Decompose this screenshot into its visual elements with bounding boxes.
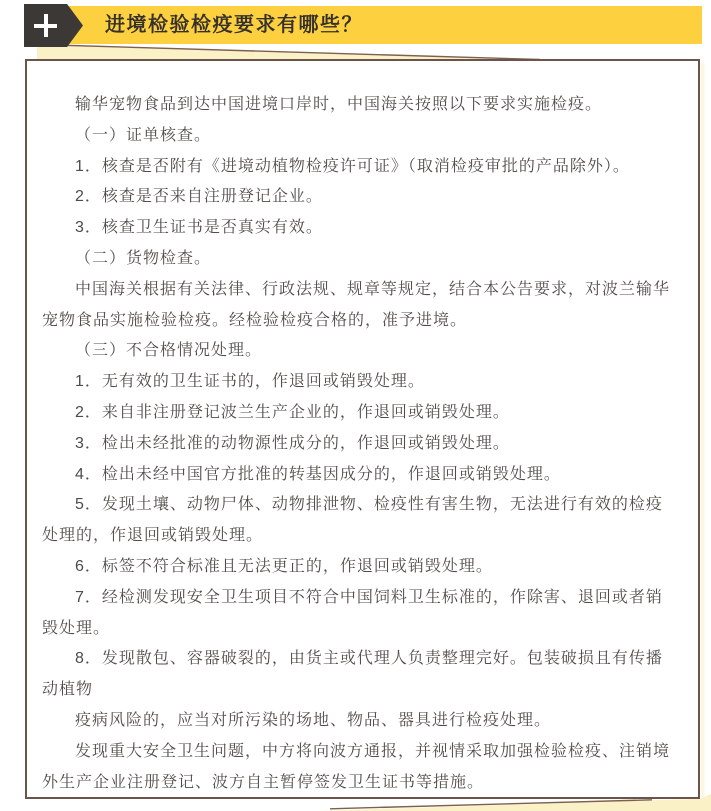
paper-shadow-top-edge	[37, 45, 540, 60]
body-line: 输华宠物食品到达中国进境口岸时，中国海关按照以下要求实施检疫。	[75, 96, 603, 113]
body-line: 动植物	[42, 681, 94, 699]
body-line: 外生产企业注册登记、波方自主暂停签发卫生证书等措施。	[42, 773, 485, 791]
body-line: （一）证单核查。	[75, 126, 212, 144]
section-header-banner	[25, 6, 702, 44]
body-line: 7．经检测发现安全卫生项目不符合中国饲料卫生标准的，作除害、退回或者销	[75, 588, 663, 606]
paper-shadow-right	[701, 63, 705, 797]
paper-shadow-bottom-edge	[330, 800, 652, 809]
body-line: 2．来自非注册登记波兰生产企业的，作退回或销毁处理。	[75, 403, 510, 421]
body-line: 发现重大安全卫生问题，中方将向波方通报，并视情采取加强检验检疫、注销境	[75, 742, 671, 760]
body-line: 1．无有效的卫生证书的，作退回或销毁处理。	[75, 373, 425, 391]
body-line: 4．检出未经中国官方批准的转基因成分的，作退回或销毁处理。	[75, 465, 561, 483]
body-line: 8．发现散包、容器破裂的，由货主或代理人负责整理完好。包装破损且有传播	[75, 650, 663, 668]
body-line: 处理的，作退回或销毁处理。	[42, 527, 264, 545]
body-line: 宠物食品实施检验检疫。经检验检疫合格的，准予进境。	[42, 311, 468, 329]
body-line: 3．核查卫生证书是否真实有效。	[75, 219, 323, 237]
body-line: （三）不合格情况处理。	[75, 342, 263, 360]
body-line: 1．核查是否附有《进境动植物检疫许可证》（取消检疫审批的产品除外）。	[75, 157, 630, 175]
body-line: 毁处理。	[42, 619, 111, 637]
article-body	[42, 90, 678, 798]
body-line: 6．标签不符合标准且无法更正的，作退回或销毁处理。	[75, 557, 493, 575]
body-line: 5．发现土壤、动物尸体、动物排泄物、检疫性有害生物，无法进行有效的检疫	[75, 496, 663, 514]
body-line: 中国海关根据有关法律、行政法规、规章等规定，结合本公告要求，对波兰输华	[75, 280, 671, 298]
body-line: 3．检出未经批准的动物源性成分的，作退回或销毁处理。	[75, 434, 510, 452]
paper-shadow-top	[37, 45, 540, 60]
article-card	[25, 59, 700, 799]
body-line: 疫病风险的，应当对所污染的场地、物品、器具进行检疫处理。	[75, 711, 552, 729]
section-title: 进境检验检疫要求有哪些？	[105, 14, 363, 36]
body-line: 2．核查是否来自注册登记企业。	[75, 188, 323, 206]
body-line: （二）货物检查。	[75, 249, 212, 267]
plus-icon	[34, 14, 57, 37]
